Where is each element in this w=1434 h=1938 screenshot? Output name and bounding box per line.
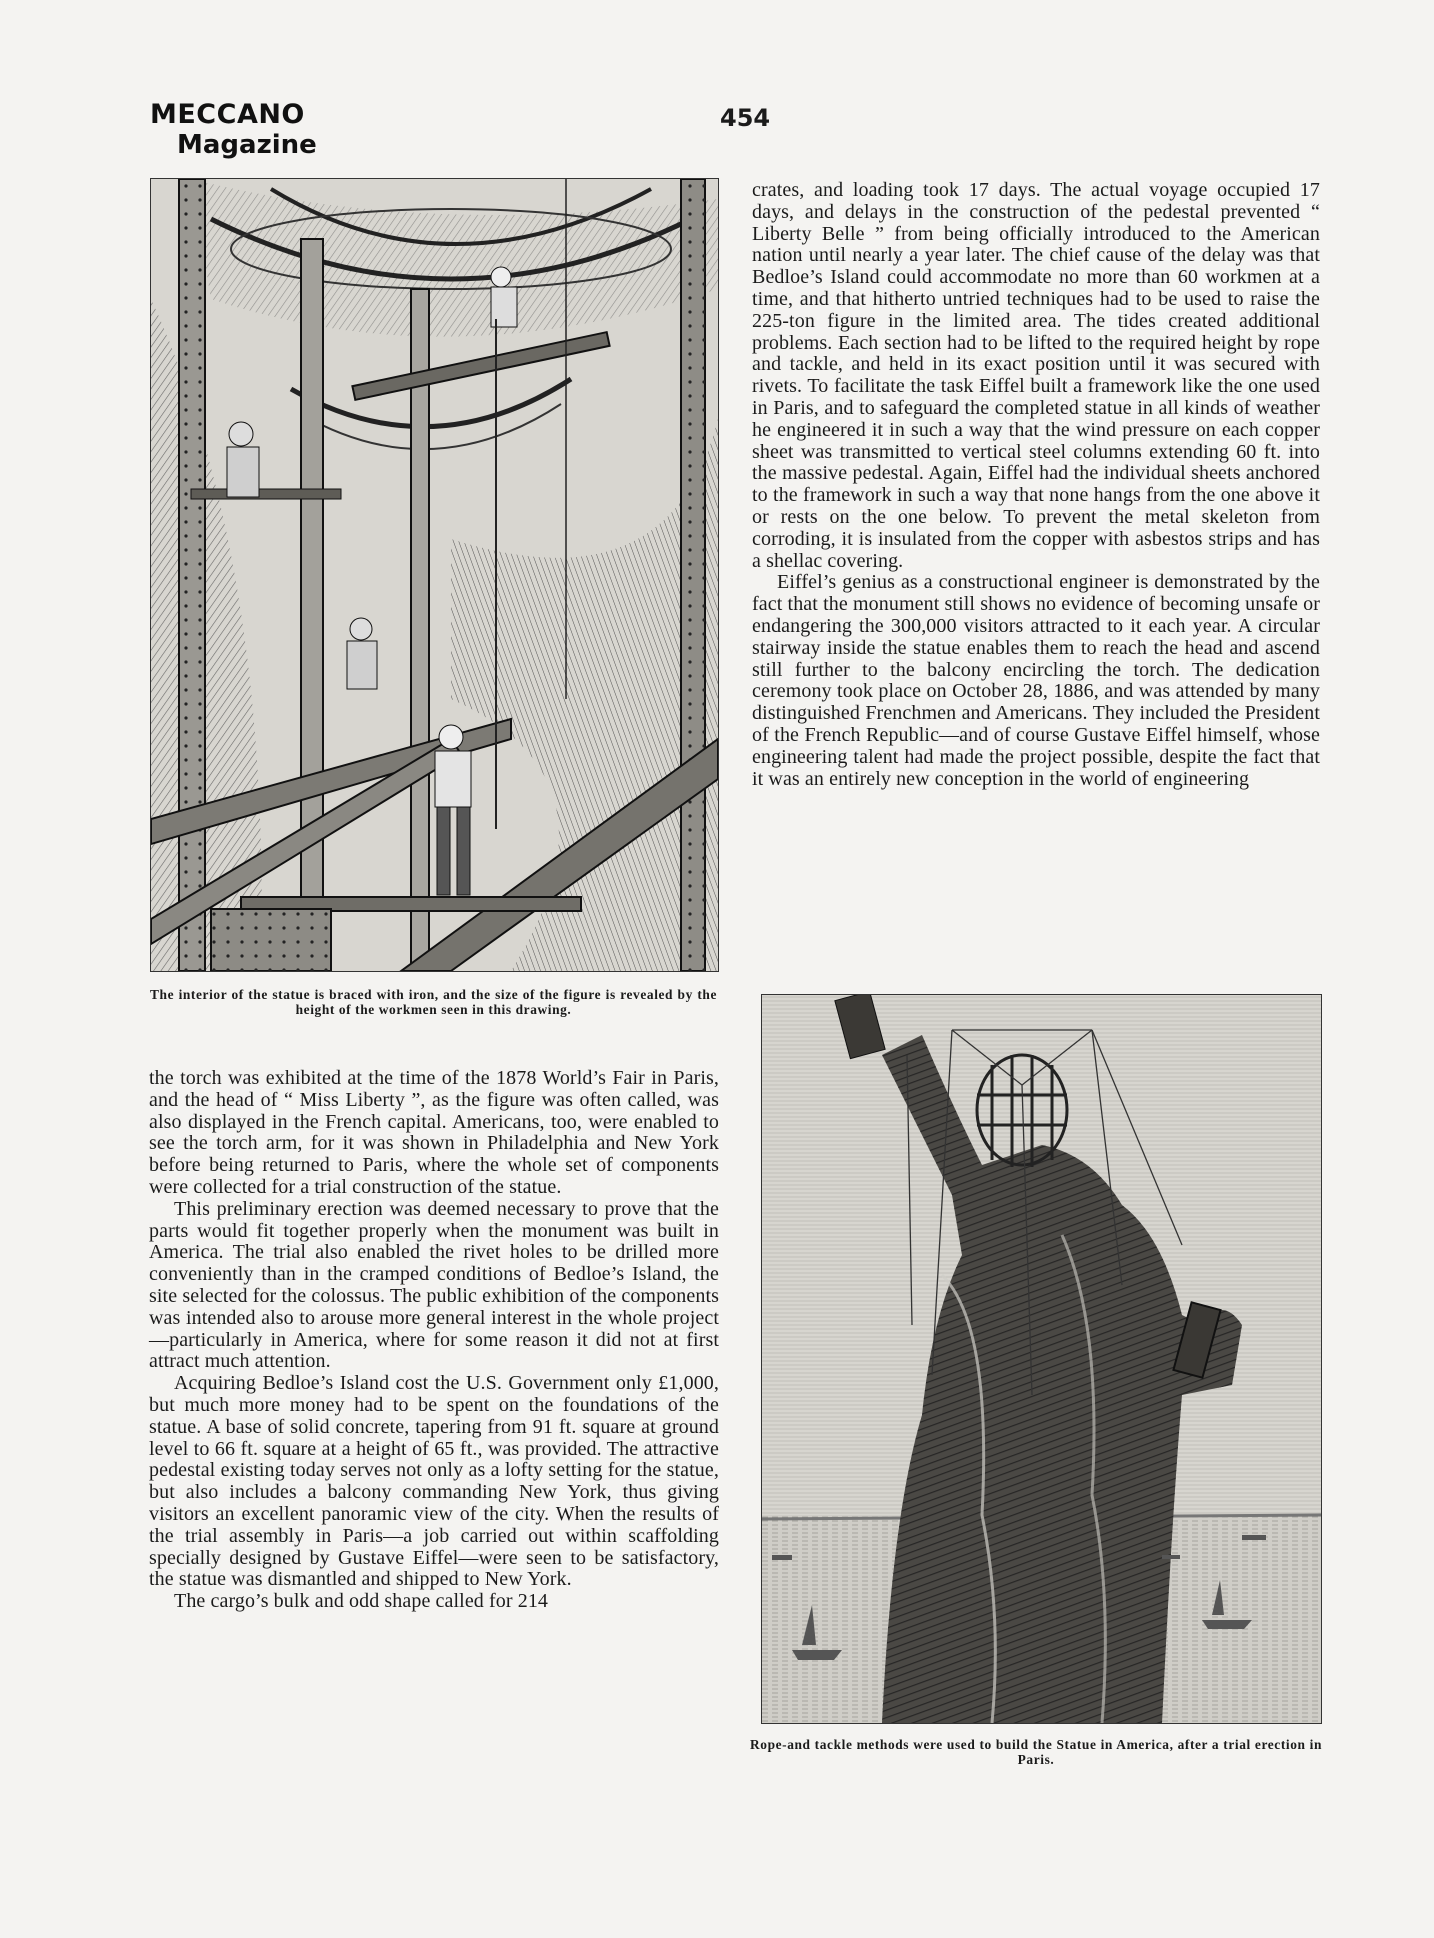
interior-engraving-illustration [151,179,718,971]
left-paragraph-1: the torch was exhibited at the time of the 1878 World’s Fair in Paris, and the head of “ Miss Liberty ”, as the figure was often called, was also displayed in the French capital. Americans, too, were enabled to see the torch arm, for it was shown in Philadelphia and New York before being returned to Paris, where the whole set of components were collected for a trial construction of the statue. [149,1067,719,1198]
left-paragraph-3: Acquiring Bedloe’s Island cost the U.S. Government only £1,000, but much more money had to be spent on the foundations of the statue. A base of solid concrete, tapering from 91 ft. square at ground level to 66 ft. square at a height of 65 ft., was provided. The attractive pedestal existing today serves not only as a lofty setting for the statue, but also includes a balcony commanding New York, thus giving visitors an excellent panoramic view of the city. When the results of the trial assembly in Paris—a job carried out within scaffolding specially designed by Gustave Eiffel—were seen to be satisfactory, the statue was dismantled and shipped to New York. [149,1372,719,1591]
figure-statue-rope-tackle [761,994,1322,1724]
right-column [752,180,1320,790]
figure2-caption: Rope-and tackle methods were used to build the Statue in America, after a trial erection in Paris. [750,1737,1322,1767]
figure1-caption: The interior of the statue is braced with iron, and the size of the figure is revealed by the height of the workmen seen in this drawing. [150,987,717,1017]
page-number: 454 [720,104,771,132]
right-paragraph-2: Eiffel’s genius as a constructional engineer is demonstrated by the fact that the monument still shows no evidence of becoming unsafe or endangering the 300,000 visitors attracted to it each year. A circular stairway inside the statue enables them to reach the head and ascend still further to the balcony encircling the torch. The dedication ceremony took place on October 28, 1886, and was attended by many distinguished Frenchmen and Americans. They included the President of the French Republic—and of course Gustave Eiffel himself, whose engineering talent had made the project possible, despite the fact that it was an entirely new conception in the world of engineering [752,571,1320,790]
masthead [150,100,317,160]
statue-engraving-illustration [762,995,1321,1723]
left-paragraph-4: The cargo’s bulk and odd shape called for 214 [174,1590,549,1613]
left-paragraph-2: This preliminary erection was deemed necessary to prove that the parts would fit together properly when the monument was built in America. The trial also enabled the rivet holes to be drilled more conveniently than in the cramped conditions of Bedloe’s Island, the site selected for the colossus. The public exhibition of the components was intended also to arouse more general interest in the whole project—particularly in America, where for some reason it did not at first attract much attention. [149,1197,719,1373]
left-column [149,1068,719,1613]
masthead-subtitle: Magazine [177,130,317,160]
right-paragraph-1: crates, and loading took 17 days. The actual voyage occupied 17 days, and delays in the construction of the pedestal prevented “ Liberty Belle ” from being officially introduced to the American nation until nearly a year later. The chief cause of the delay was that Bedloe’s Island could accommodate no more than 60 workmen at a time, and that hitherto untried techniques had to be used to raise the 225-ton figure in the limited area. The tides created additional problems. Each section had to be lifted to the required height by rope and tackle, and held in its exact position until it was secured with rivets. To facilitate the task Eiffel built a framework like the one used in Paris, and to safeguard the completed statue in all kinds of weather he engineered it in such a way that the wind pressure on each copper sheet was transmitted to vertical steel columns extending 60 ft. into the massive pedestal. Again, Eiffel had the individual sheets anchored to the framework in such a way that none hangs from the one above it or rests on the one below. To prevent the metal skeleton from corroding, it is insulated from the copper with asbestos strips and has a shellac covering. [752,179,1320,572]
masthead-title: MECCANO [150,99,305,130]
figure-interior-drawing [150,178,719,972]
